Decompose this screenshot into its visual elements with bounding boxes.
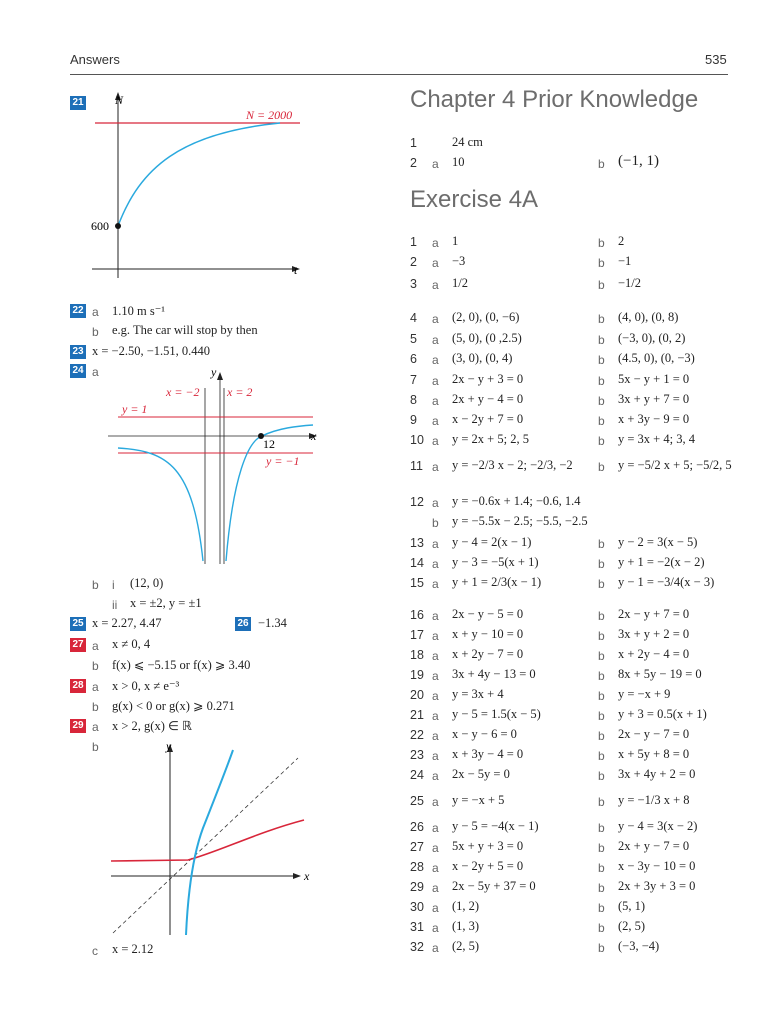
question-number-26: 26 [235, 617, 251, 631]
part-label-a: a [432, 609, 439, 623]
exercise-question-number: 23 [410, 748, 424, 762]
part-label-a: a [432, 841, 439, 855]
graph-q29 [108, 740, 318, 940]
part-label-a: a [432, 629, 439, 643]
exercise-question-number: 2 [410, 255, 417, 269]
exercise-answer-a: x + 3y − 4 = 0 [452, 747, 524, 761]
q24-bi-answer: (12, 0) [130, 576, 164, 590]
part-label-b: b [598, 577, 605, 591]
part-label-b: b [598, 649, 605, 663]
exercise-answer-b: x + 5y + 8 = 0 [618, 747, 690, 761]
q29-y-axis-label: y [166, 740, 172, 753]
part-label-a: a [432, 312, 439, 326]
exercise-question-number: 24 [410, 768, 424, 782]
part-label-a: a [432, 537, 439, 551]
exercise-answer-b: 2x − y + 7 = 0 [618, 607, 690, 621]
part-label-b: b [598, 256, 605, 270]
part-label-a: a [432, 795, 439, 809]
exercise-answer-a: y = −2/3 x − 2; −2/3, −2 [452, 458, 573, 472]
part-label-a: a [432, 434, 439, 448]
q29-x-axis-label: x [304, 869, 310, 883]
exercise-answer-a: (5, 0), (0 ,2.5) [452, 331, 522, 345]
q24-y-axis-label: y [211, 366, 217, 379]
part-label-a: a [432, 901, 439, 915]
part-label-a: a [432, 157, 439, 171]
exercise-question-number: 12 [410, 495, 424, 509]
part-label-b: b [598, 353, 605, 367]
exercise-answer-a: y − 5 = 1.5(x − 5) [452, 707, 541, 721]
q24-line-x-neg2-label: x = −2 [166, 385, 200, 399]
exercise-answer-b: 8x + 5y − 19 = 0 [618, 667, 702, 681]
exercise-question-number: 3 [410, 277, 417, 291]
exercise-question-number: 16 [410, 608, 424, 622]
part-label-b: b [432, 516, 439, 530]
q24-line-x-2-label: x = 2 [227, 385, 253, 399]
question-number-22: 22 [70, 304, 86, 318]
exercise-question-number: 6 [410, 352, 417, 366]
exercise-answer-a: x + y − 10 = 0 [452, 627, 524, 641]
question-number-28: 28 [70, 679, 86, 693]
part-label-a: a [432, 921, 439, 935]
part-label-b: b [598, 689, 605, 703]
exercise-answer-a: x + 2y − 7 = 0 [452, 647, 524, 661]
part-label-b: b [598, 394, 605, 408]
part-label-a: a [432, 557, 439, 571]
exercise-answer-b: y + 3 = 0.5(x + 1) [618, 707, 707, 721]
exercise-question-number: 10 [410, 433, 424, 447]
part-label-a: a [92, 639, 99, 653]
exercise-question-number: 11 [410, 459, 423, 473]
part-label-b: b [598, 333, 605, 347]
exercise-answer-b: −1 [618, 254, 632, 268]
exercise-answer-b: (4.5, 0), (0, −3) [618, 351, 695, 365]
exercise-answer-a: (2, 0), (0, −6) [452, 310, 520, 324]
part-label-b: b [92, 325, 99, 339]
exercise-question-number: 25 [410, 794, 424, 808]
exercise-question-number: 20 [410, 688, 424, 702]
prior-1-answer: 24 cm [452, 135, 483, 149]
prior-2-a-answer: 10 [452, 155, 465, 169]
graph-q24 [108, 366, 328, 566]
part-label-b: b [598, 941, 605, 955]
part-label-a: a [432, 729, 439, 743]
question-number-23: 23 [70, 345, 86, 359]
part-label-c: c [92, 944, 98, 958]
part-label-b: b [598, 374, 605, 388]
exercise-answer-a: (2, 5) [452, 939, 480, 953]
exercise-answer-b: (−3, 0), (0, 2) [618, 331, 686, 345]
exercise-answer-b: y − 2 = 3(x − 5) [618, 535, 698, 549]
graph-q21 [80, 88, 310, 288]
exercise-answer-b: (4, 0), (0, 8) [618, 310, 679, 324]
exercise-answer-a: y = 2x + 5; 2, 5 [452, 432, 529, 446]
q28-b-answer: g(x) < 0 or g(x) ⩾ 0.271 [112, 699, 235, 713]
exercise-answer-a: 2x − y − 5 = 0 [452, 607, 524, 621]
exercise-answer-b: 3x + y + 2 = 0 [618, 627, 690, 641]
exercise-answer-b: 2x + y − 7 = 0 [618, 839, 690, 853]
part-label-b: b [598, 795, 605, 809]
exercise-answer-a: x − y − 6 = 0 [452, 727, 517, 741]
part-label-a: a [432, 353, 439, 367]
exercise-answer-b: y = −5/2 x + 5; −5/2, 5 [618, 458, 732, 472]
exercise-answer-a: 1 [452, 234, 459, 248]
q21-n-axis-label: N [115, 93, 124, 107]
part-label-b: b [598, 709, 605, 723]
exercise-answer-b: y + 1 = −2(x − 2) [618, 555, 705, 569]
exercise-question-number: 26 [410, 820, 424, 834]
exercise-answer-a: 5x + y + 3 = 0 [452, 839, 524, 853]
exercise-answer-b: y − 1 = −3/4(x − 3) [618, 575, 715, 589]
exercise-answer-a: 1/2 [452, 276, 468, 290]
exercise-answer-b: −1/2 [618, 276, 642, 290]
part-label-a: a [432, 749, 439, 763]
exercise-answer-a: (3, 0), (0, 4) [452, 351, 513, 365]
q24-line-y-1-label: y = 1 [122, 402, 148, 416]
part-label-b: b [598, 609, 605, 623]
q29-c-answer: x = 2.12 [112, 942, 154, 956]
part-label-a: a [92, 720, 99, 734]
part-label-a: a [92, 305, 99, 319]
exercise-answer-b: y = −5.5x − 2.5; −5.5, −2.5 [452, 514, 588, 528]
part-label-a: a [92, 365, 99, 379]
exercise-answer-b: 2x − y − 7 = 0 [618, 727, 690, 741]
exercise-answer-b: y = −x + 9 [618, 687, 671, 701]
part-label-b: b [598, 841, 605, 855]
page-number: 535 [705, 52, 727, 67]
part-label-a: a [432, 941, 439, 955]
part-label-a: a [432, 881, 439, 895]
exercise-question-number: 18 [410, 648, 424, 662]
part-label-b: b [92, 700, 99, 714]
q21-asymptote-label: N = 2000 [246, 108, 293, 122]
part-label-a: a [432, 278, 439, 292]
q21-intercept-label: 600 [91, 219, 109, 233]
part-label-b: b [598, 749, 605, 763]
exercise-answer-b: (−3, −4) [618, 939, 660, 953]
exercise-answer-a: y = −x + 5 [452, 793, 505, 807]
exercise-question-number: 22 [410, 728, 424, 742]
exercise-question-number: 32 [410, 940, 424, 954]
q27-b-answer: f(x) ⩽ −5.15 or f(x) ⩾ 3.40 [112, 658, 251, 672]
question-number-29: 29 [70, 719, 86, 733]
exercise-heading: Exercise 4A [410, 186, 539, 213]
exercise-question-number: 4 [410, 311, 417, 325]
part-label-a: a [432, 256, 439, 270]
part-label-ii: ii [112, 598, 118, 612]
part-label-a: a [432, 821, 439, 835]
part-label-b: b [92, 578, 99, 592]
part-label-b: b [598, 236, 605, 250]
exercise-answer-b: 2x + 3y + 3 = 0 [618, 879, 696, 893]
part-label-b: b [598, 629, 605, 643]
exercise-question-number: 1 [410, 235, 417, 249]
q28-a-answer: x > 0, x ≠ e⁻³ [112, 679, 180, 693]
exercise-answer-a: 3x + 4y − 13 = 0 [452, 667, 536, 681]
question-number-21: 21 [70, 96, 86, 110]
part-label-b: b [598, 921, 605, 935]
part-label-b: b [598, 537, 605, 551]
q27-a-answer: x ≠ 0, 4 [112, 637, 151, 651]
exercise-answer-a: 2x + y − 4 = 0 [452, 392, 524, 406]
part-label-b: b [598, 312, 605, 326]
exercise-answer-a: 2x − 5y = 0 [452, 767, 510, 781]
part-label-a: a [92, 680, 99, 694]
exercise-question-number: 30 [410, 900, 424, 914]
q26-answer: −1.34 [258, 616, 287, 630]
part-label-a: a [432, 669, 439, 683]
exercise-question-number: 8 [410, 393, 417, 407]
exercise-answer-a: y − 5 = −4(x − 1) [452, 819, 539, 833]
part-label-b: b [598, 460, 605, 474]
exercise-answer-a: y = 3x + 4 [452, 687, 504, 701]
part-label-b: b [598, 157, 605, 171]
prior-item-number: 2 [410, 156, 417, 170]
part-label-a: a [432, 394, 439, 408]
exercise-question-number: 27 [410, 840, 424, 854]
q24-bii-answer: x = ±2, y = ±1 [130, 596, 202, 610]
exercise-answer-a: y − 3 = −5(x + 1) [452, 555, 539, 569]
prior-knowledge-heading: Chapter 4 Prior Knowledge [410, 86, 699, 113]
question-number-27: 27 [70, 638, 86, 652]
exercise-answer-a: x − 2y + 7 = 0 [452, 412, 524, 426]
exercise-answer-a: (1, 2) [452, 899, 480, 913]
exercise-answer-a: y + 1 = 2/3(x − 1) [452, 575, 542, 589]
part-label-a: a [432, 769, 439, 783]
part-label-a: a [432, 709, 439, 723]
exercise-question-number: 9 [410, 413, 417, 427]
exercise-question-number: 31 [410, 920, 424, 934]
exercise-answer-b: x + 2y − 4 = 0 [618, 647, 690, 661]
exercise-answer-a: y = −0.6x + 1.4; −0.6, 1.4 [452, 494, 581, 508]
part-label-a: a [432, 374, 439, 388]
exercise-answer-b: (2, 5) [618, 919, 646, 933]
exercise-question-number: 13 [410, 536, 424, 550]
part-label-a: a [432, 236, 439, 250]
part-label-a: a [432, 414, 439, 428]
exercise-question-number: 5 [410, 332, 417, 346]
part-label-a: a [432, 460, 439, 474]
exercise-answer-a: 2x − 5y + 37 = 0 [452, 879, 536, 893]
part-label-a: a [432, 649, 439, 663]
part-label-b: b [598, 278, 605, 292]
exercise-question-number: 15 [410, 576, 424, 590]
part-label-a: a [432, 689, 439, 703]
part-label-b: b [598, 414, 605, 428]
exercise-answer-b: y = −1/3 x + 8 [618, 793, 690, 807]
part-label-b: b [92, 740, 99, 754]
part-label-b: b [598, 434, 605, 448]
exercise-question-number: 28 [410, 860, 424, 874]
exercise-question-number: 29 [410, 880, 424, 894]
q29-a-answer: x > 2, g(x) ∈ ℝ [112, 719, 192, 733]
part-label-i: i [112, 578, 115, 592]
q23-answer: x = −2.50, −1.51, 0.440 [92, 344, 211, 358]
question-number-25: 25 [70, 617, 86, 631]
exercise-answer-b: 3x + 4y + 2 = 0 [618, 767, 696, 781]
part-label-a: a [432, 496, 439, 510]
exercise-answer-b: x + 3y − 9 = 0 [618, 412, 690, 426]
running-header: Answers [70, 52, 120, 67]
part-label-a: a [432, 333, 439, 347]
part-label-b: b [598, 901, 605, 915]
q22-b-answer: e.g. The car will stop by then [112, 323, 258, 337]
part-label-b: b [92, 659, 99, 673]
part-label-b: b [598, 861, 605, 875]
exercise-question-number: 7 [410, 373, 417, 387]
part-label-a: a [432, 577, 439, 591]
q22-a-answer: 1.10 m s⁻¹ [112, 304, 166, 318]
part-label-b: b [598, 669, 605, 683]
prior-2-b-answer: (−1, 1) [618, 153, 659, 169]
exercise-answer-a: y − 4 = 2(x − 1) [452, 535, 532, 549]
part-label-a: a [432, 861, 439, 875]
q24-x-axis-label: x [311, 429, 317, 443]
part-label-b: b [598, 881, 605, 895]
exercise-answer-b: (5, 1) [618, 899, 646, 913]
q25-answer: x = 2.27, 4.47 [92, 616, 162, 630]
q21-t-axis-label: t [294, 263, 298, 277]
exercise-answer-a: 2x − y + 3 = 0 [452, 372, 524, 386]
exercise-question-number: 21 [410, 708, 424, 722]
exercise-answer-a: x − 2y + 5 = 0 [452, 859, 524, 873]
exercise-answer-a: −3 [452, 254, 466, 268]
exercise-answer-b: y − 4 = 3(x − 2) [618, 819, 698, 833]
exercise-question-number: 17 [410, 628, 424, 642]
exercise-question-number: 19 [410, 668, 424, 682]
q24-line-y-neg1-label: y = −1 [266, 454, 300, 468]
part-label-b: b [598, 821, 605, 835]
exercise-answer-b: 2 [618, 234, 625, 248]
part-label-b: b [598, 769, 605, 783]
exercise-question-number: 14 [410, 556, 424, 570]
exercise-answer-b: 3x + y + 7 = 0 [618, 392, 690, 406]
prior-item-number: 1 [410, 136, 417, 150]
question-number-24: 24 [70, 364, 86, 378]
part-label-b: b [598, 557, 605, 571]
q24-point-label: 12 [263, 437, 275, 451]
part-label-b: b [598, 729, 605, 743]
header-rule [70, 74, 728, 75]
exercise-answer-b: 5x − y + 1 = 0 [618, 372, 690, 386]
exercise-answer-b: x − 3y − 10 = 0 [618, 859, 696, 873]
exercise-answer-a: (1, 3) [452, 919, 480, 933]
exercise-answer-b: y = 3x + 4; 3, 4 [618, 432, 695, 446]
